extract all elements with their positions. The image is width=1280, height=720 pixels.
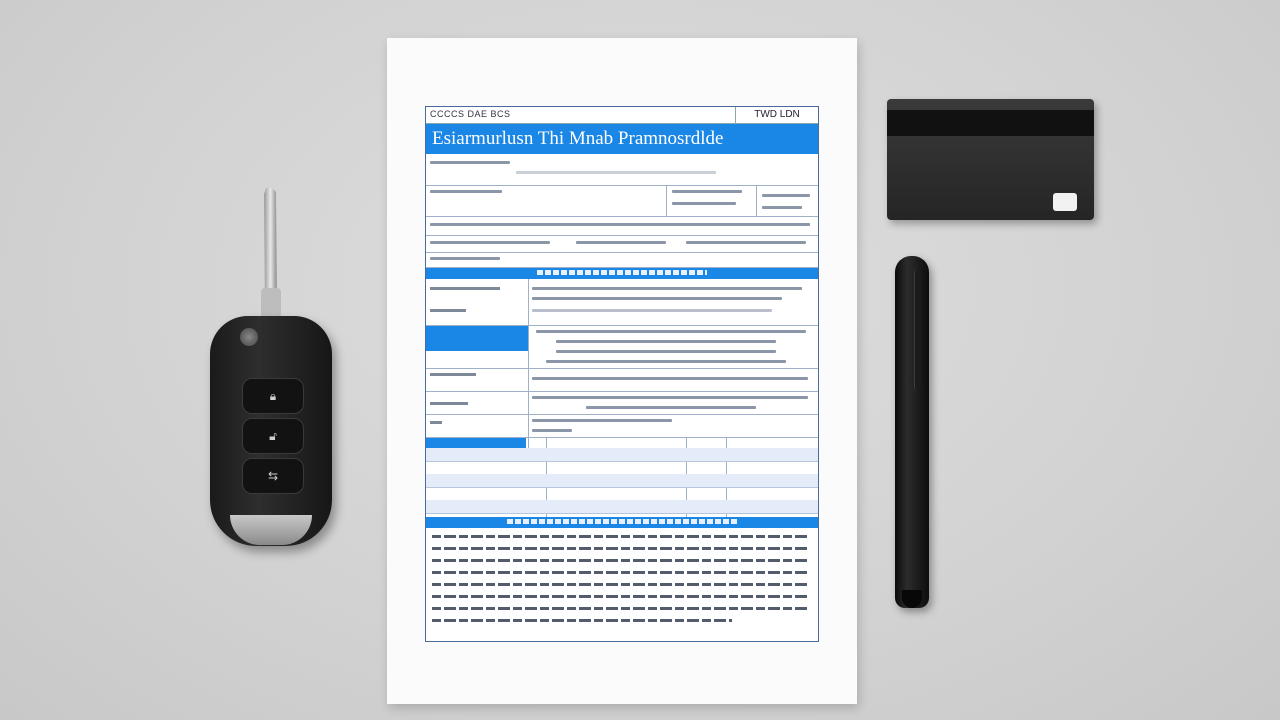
table-row [426,448,818,462]
car-key-blade [258,188,284,318]
credit-card [887,99,1094,220]
form-row [426,392,818,415]
form-header-line [426,107,818,124]
form-row [426,326,818,369]
table-row [426,474,818,488]
form-header-right: TWD LDN [735,107,818,123]
form-row [426,279,818,326]
card-chip-icon [1053,193,1077,211]
form-row [426,186,818,217]
table-row [426,500,818,514]
form-row [426,253,818,268]
unlock-button-icon: 🔓︎ [242,418,304,454]
form-row [426,217,818,236]
table-row [426,461,818,475]
form-row [426,155,818,186]
magnetic-stripe [887,110,1094,136]
table-label [426,438,526,448]
key-ring-icon [240,328,258,346]
lock-button-icon: 🔒︎ [242,378,304,414]
form-row [426,369,818,392]
form-row [426,415,818,438]
form-row [426,236,818,253]
table-row [426,487,818,501]
section-header [426,517,818,528]
pen [895,256,929,608]
document-paper [387,38,857,704]
section-header [426,268,818,279]
trunk-button-icon: ⇆ [242,458,304,494]
registration-form [425,106,819,642]
pen-clip [914,270,921,390]
form-header-left: CCCCS DAE BCS [430,109,511,119]
form-title: Esiarmurlusn Thi Mnab Pramnosrdlde [426,124,818,154]
